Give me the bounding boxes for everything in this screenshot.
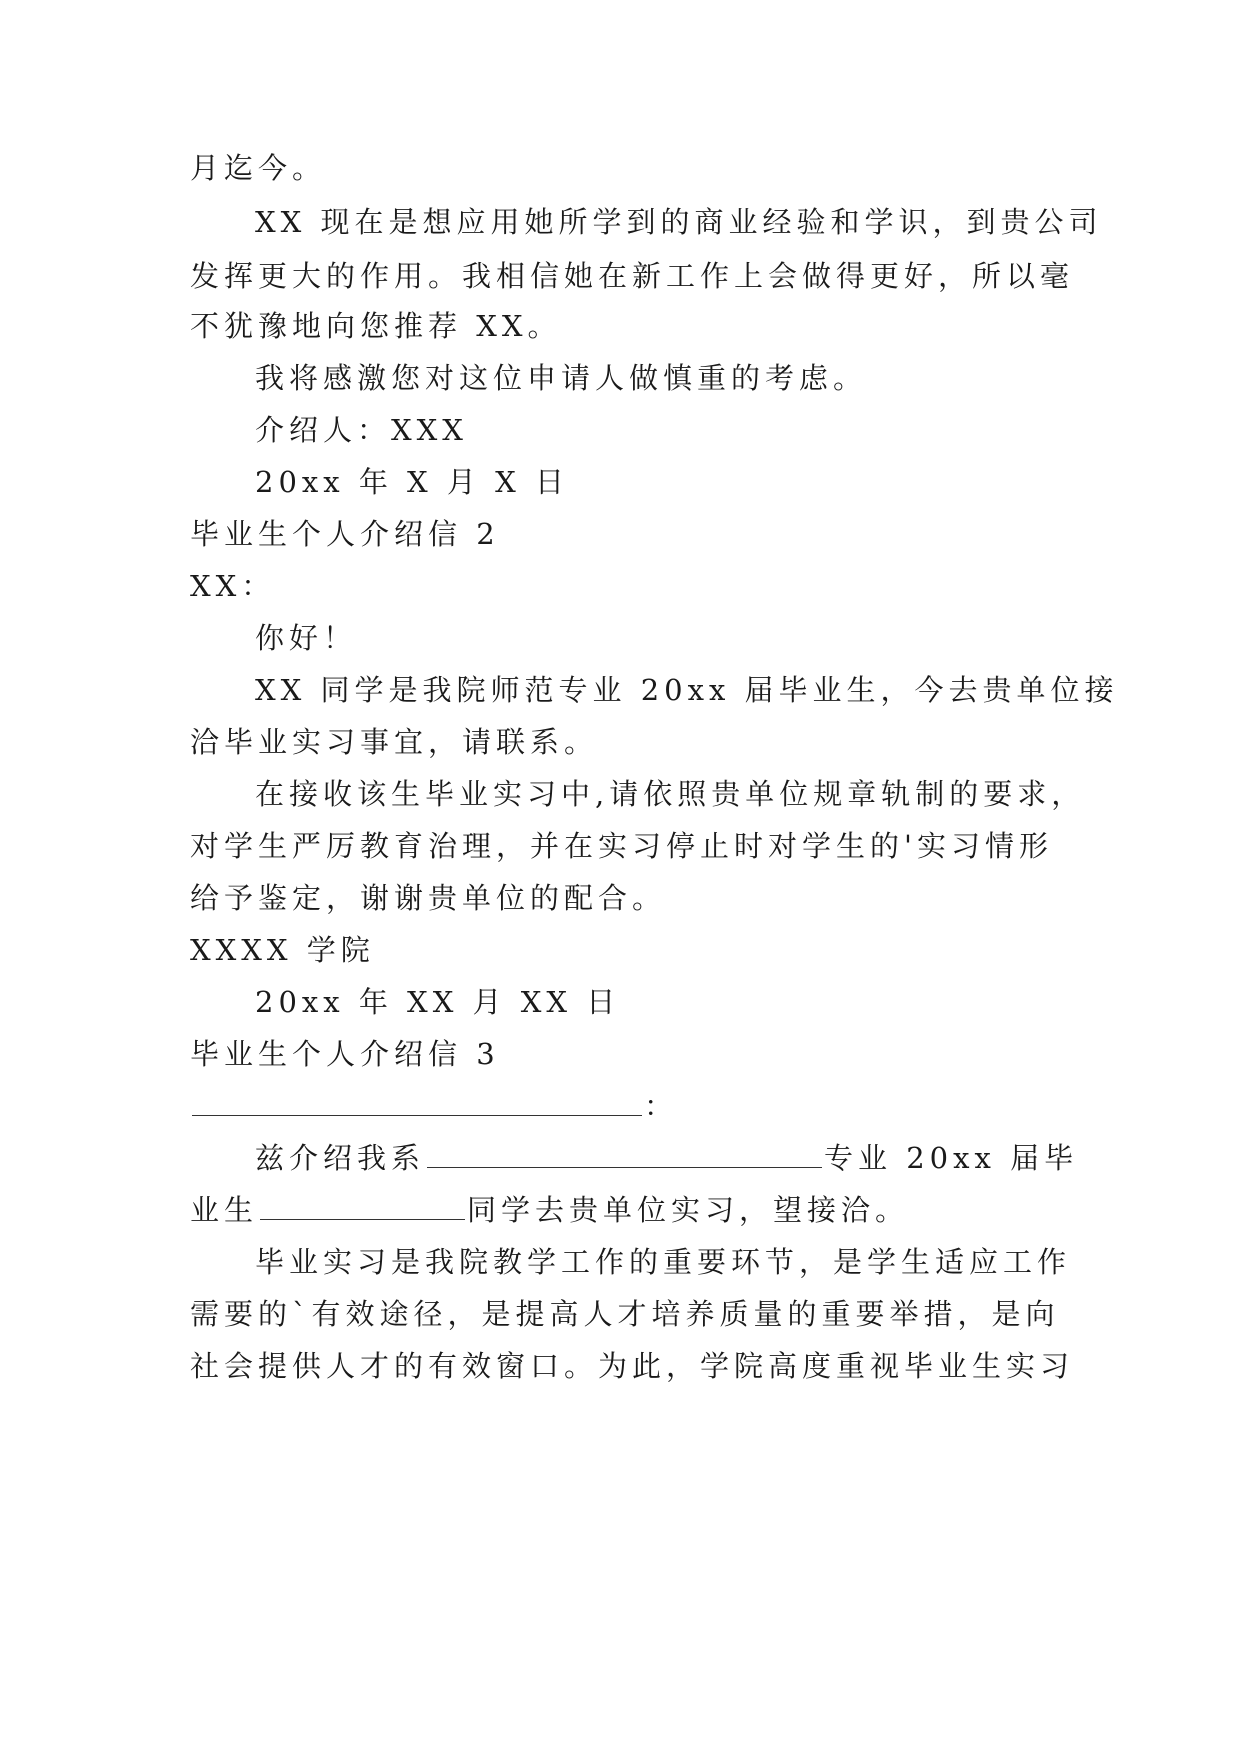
text-segment: 同学去贵单位实习，望接洽。 — [467, 1193, 910, 1227]
paragraph-line: 我将感激您对这位申请人做慎重的考虑。 — [255, 361, 868, 395]
institution-name: XXXX 学院 — [190, 933, 375, 967]
section-heading: 毕业生个人介绍信 3 — [190, 1037, 500, 1071]
paragraph-line: XX 同学是我院师范专业 20xx 届毕业生，今去贵单位接 — [255, 673, 1119, 707]
paragraph-line: 需要的`有效途径，是提高人才培养质量的重要举措，是向 — [190, 1297, 1060, 1331]
paragraph-line: 月迄今。 — [190, 151, 327, 185]
paragraph-line — [190, 1190, 909, 1230]
paragraph-line: 对学生严厉教育治理，并在实习停止时对学生的'实习情形 — [190, 829, 1053, 863]
paragraph-line: 洽毕业实习事宜，请联系。 — [190, 725, 599, 759]
salutation: XX： — [190, 569, 276, 603]
salutation-colon: ： — [644, 1089, 679, 1123]
text-segment: 业生 — [190, 1193, 259, 1227]
paragraph-line: 不犹豫地向您推荐 XX。 — [190, 309, 562, 343]
section-heading: 毕业生个人介绍信 2 — [190, 517, 500, 551]
text-segment: 兹介绍我系 — [255, 1141, 426, 1175]
referrer-line: 介绍人：XXX — [255, 413, 468, 447]
recipient-blank — [192, 1087, 642, 1116]
paragraph-line: 给予鉴定，谢谢贵单位的配合。 — [190, 881, 667, 915]
paragraph-line: 毕业实习是我院教学工作的重要环节，是学生适应工作 — [255, 1245, 1072, 1279]
student-name-blank — [260, 1191, 465, 1220]
text-segment: 专业 20xx 届毕 — [824, 1141, 1079, 1175]
greeting: 你好！ — [255, 621, 358, 655]
date-line: 20xx 年 X 月 X 日 — [255, 465, 569, 499]
date-line: 20xx 年 XX 月 XX 日 — [255, 985, 621, 1019]
paragraph-line: 在接收该生毕业实习中,请依照贵单位规章轨制的要求， — [255, 777, 1086, 811]
paragraph-line: 社会提供人才的有效窗口。为此，学院高度重视毕业生实习 — [190, 1349, 1075, 1383]
paragraph-line: 发挥更大的作用。我相信她在新工作上会做得更好，所以毫 — [190, 259, 1075, 293]
department-blank — [427, 1139, 822, 1168]
paragraph-line — [255, 1138, 1078, 1178]
salutation-blank-line — [190, 1086, 678, 1126]
paragraph-line: XX 现在是想应用她所学到的商业经验和学识，到贵公司 — [255, 205, 1103, 239]
